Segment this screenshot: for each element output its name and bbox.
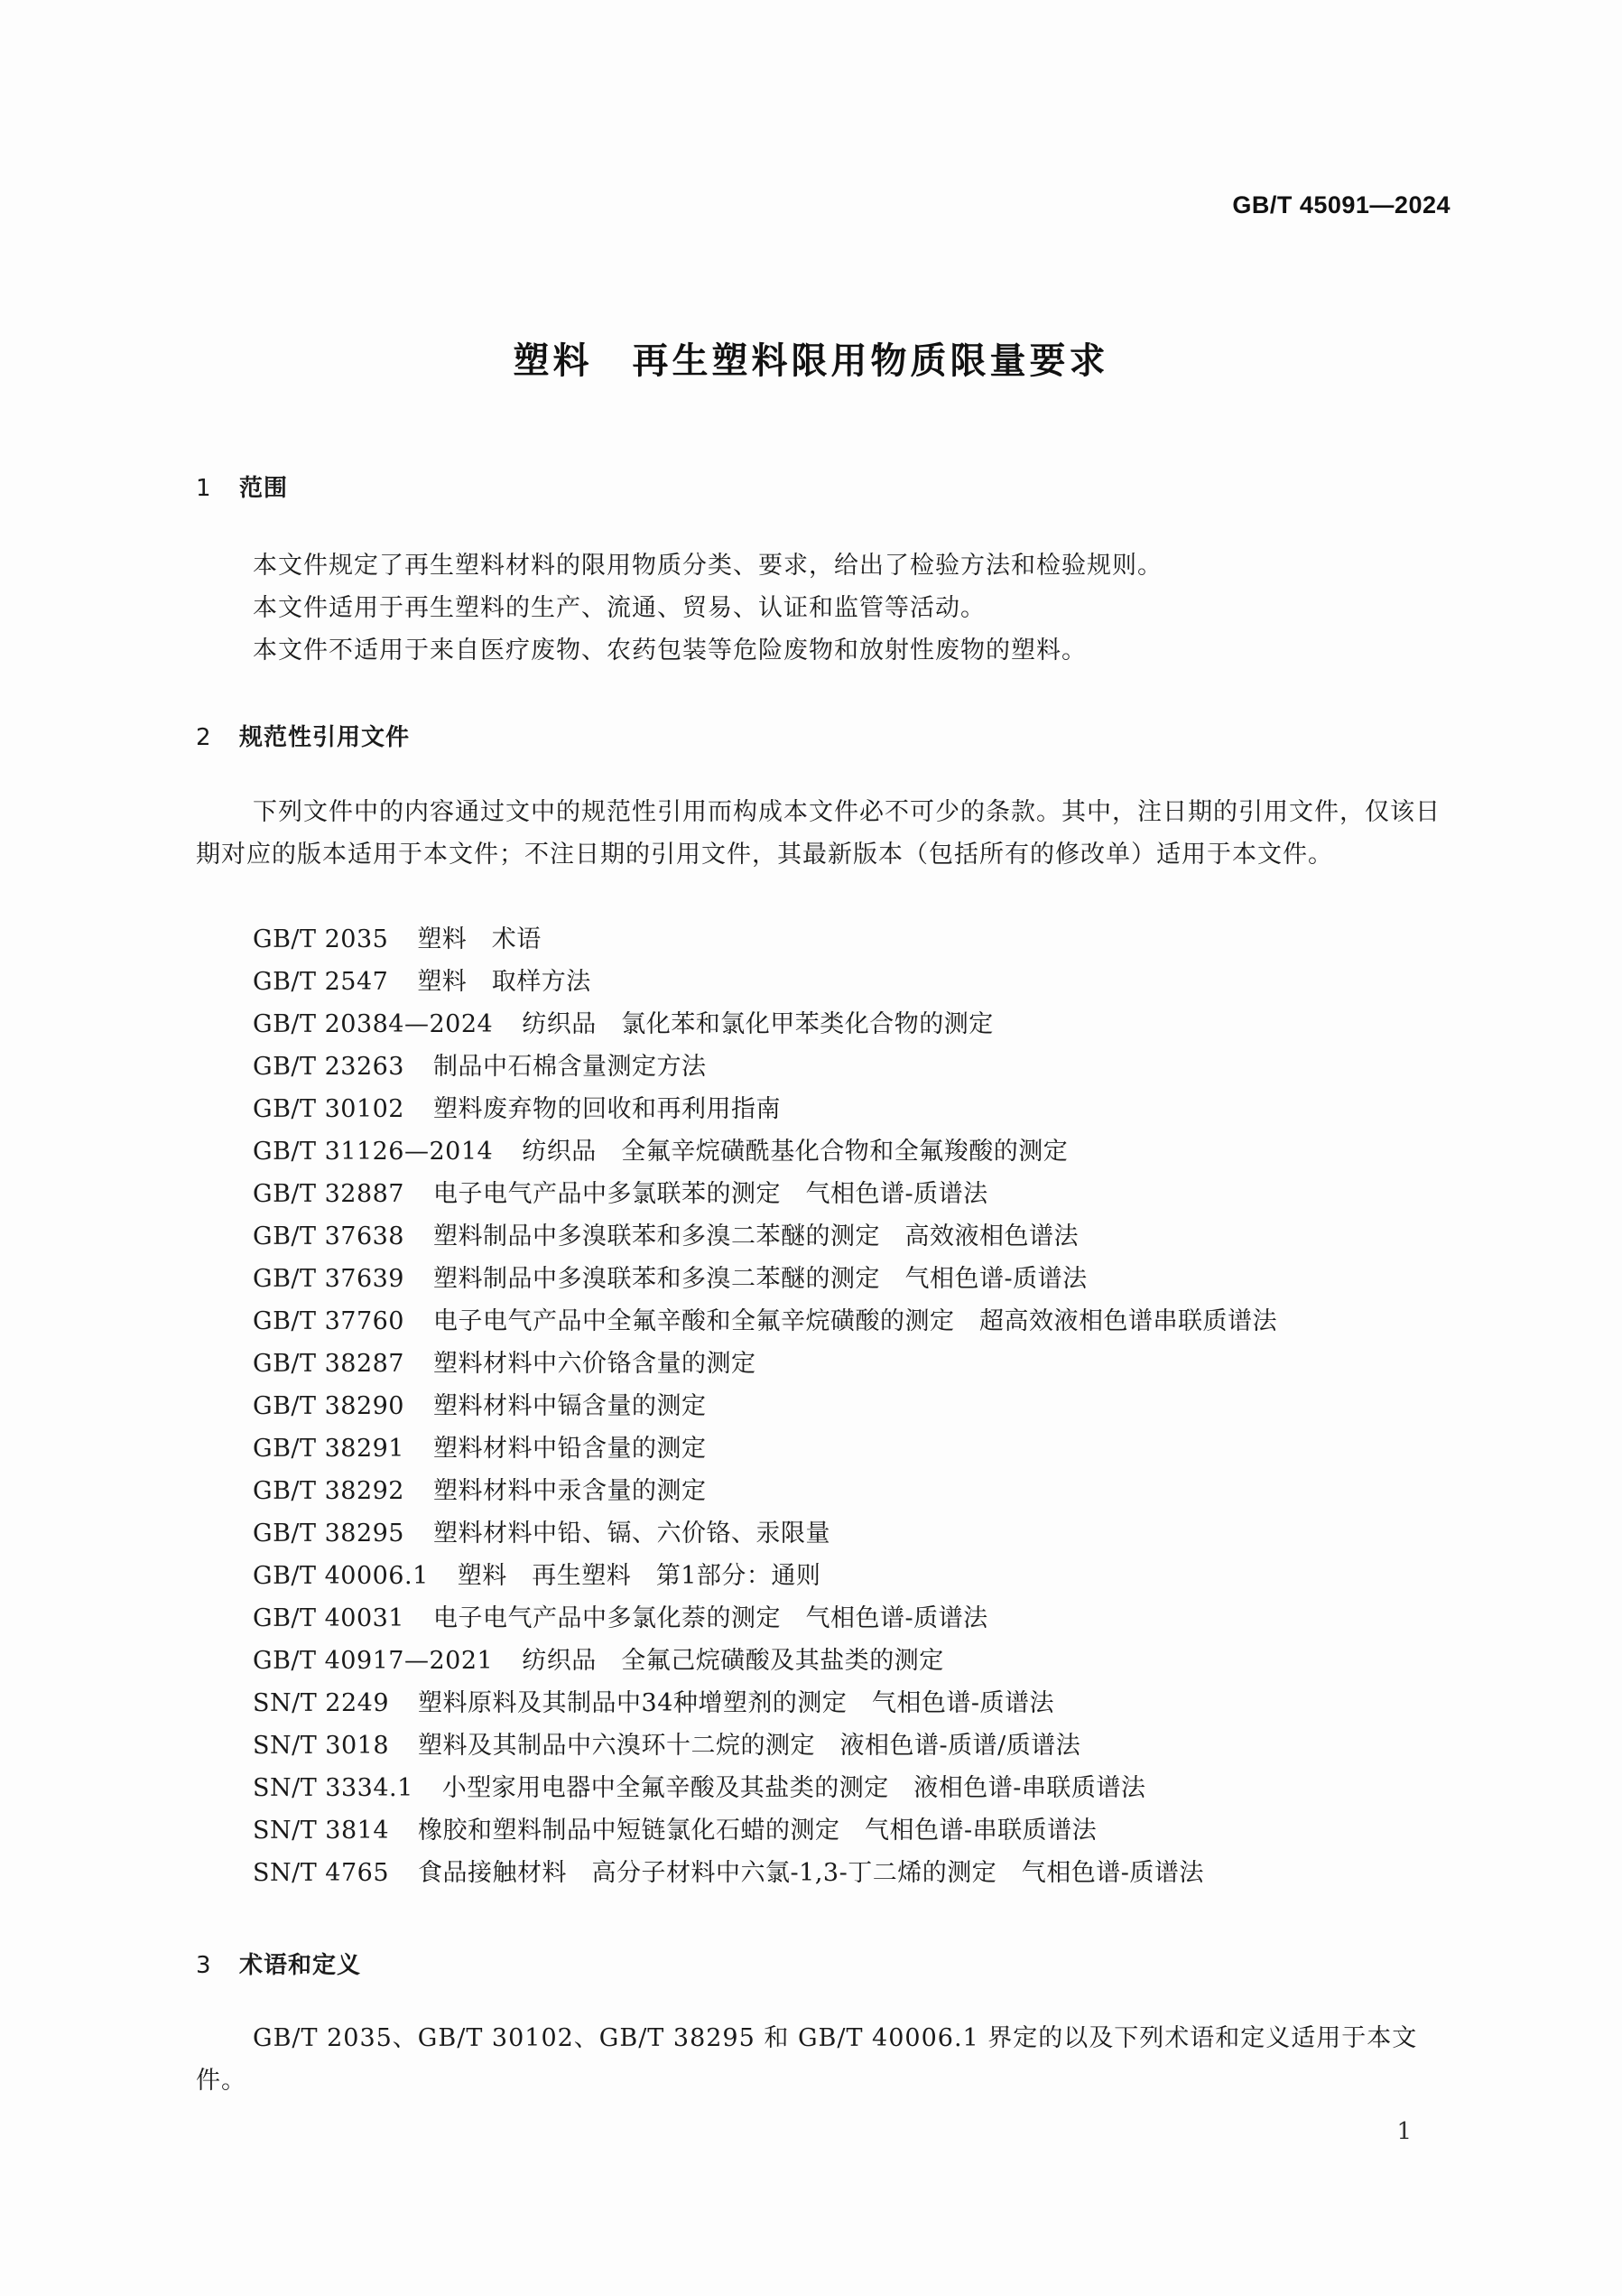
document-title: 塑料 再生塑料限用物质限量要求	[513, 340, 1109, 382]
reference-code: GB/T 37639	[253, 1265, 404, 1293]
reference-code: GB/T 38295	[253, 1520, 404, 1548]
reference-code: GB/T 32887	[253, 1180, 404, 1208]
section-number: 3	[196, 1952, 212, 1979]
reference-code: SN/T 4765	[253, 1859, 390, 1887]
section-3-heading	[196, 1947, 361, 1980]
reference-code: GB/T 37760	[253, 1307, 404, 1335]
reference-title: 纺织品 氯化苯和氯化甲苯类化合物的测定	[522, 1010, 994, 1038]
reference-item	[253, 1130, 1277, 1173]
reference-item	[253, 961, 1277, 1003]
reference-item	[253, 1724, 1277, 1767]
reference-item	[253, 1088, 1277, 1130]
reference-title: 塑料材料中镉含量的测定	[433, 1392, 707, 1420]
reference-code: GB/T 40917—2021	[253, 1647, 494, 1675]
reference-item	[253, 1809, 1277, 1852]
standard-code: GB/T 45091—2024	[1232, 191, 1451, 218]
reference-title: 橡胶和塑料制品中短链氯化石蜡的测定 气相色谱-串联质谱法	[418, 1817, 1098, 1845]
reference-title: 塑料 术语	[417, 925, 542, 953]
reference-code: GB/T 38292	[253, 1477, 404, 1505]
reference-title: 塑料制品中多溴联苯和多溴二苯醚的测定 气相色谱-质谱法	[433, 1265, 1088, 1293]
reference-code: GB/T 38291	[253, 1435, 404, 1463]
reference-title: 制品中石棉含量测定方法	[433, 1053, 707, 1081]
section-title: 范围	[239, 475, 289, 502]
section-title: 术语和定义	[239, 1952, 362, 1979]
reference-item	[253, 1427, 1277, 1470]
scope-paragraph: 本文件不适用于来自医疗废物、农药包装等危险废物和放射性废物的塑料。	[253, 637, 1087, 665]
reference-code: SN/T 3814	[253, 1817, 390, 1845]
reference-title: 纺织品 全氟辛烷磺酰基化合物和全氟羧酸的测定	[522, 1138, 1069, 1166]
reference-item	[253, 1767, 1277, 1809]
section-number: 2	[196, 724, 212, 751]
reference-item	[253, 1003, 1277, 1046]
reference-code: GB/T 2035	[253, 925, 389, 953]
reference-code: SN/T 3018	[253, 1732, 390, 1760]
reference-title: 塑料 取样方法	[417, 968, 591, 996]
reference-title: 电子电气产品中多氯联苯的测定 气相色谱-质谱法	[433, 1180, 988, 1208]
references-intro: 下列文件中的内容通过文中的规范性引用而构成本文件必不可少的条款。其中，注日期的引用文件，仅该日期对应的版本适用于本文件；不注日期的引用文件，其最新版本（包括所有的修改单）适用于本文件。	[196, 798, 1441, 869]
reference-code: GB/T 2547	[253, 968, 389, 996]
terms-intro: GB/T 2035、GB/T 30102、GB/T 38295 和 GB/T 40006.1 界定的以及下列术语和定义适用于本文件。	[196, 2024, 1418, 2095]
reference-item	[253, 1682, 1277, 1724]
reference-code: GB/T 38287	[253, 1350, 404, 1378]
reference-title: 塑料制品中多溴联苯和多溴二苯醚的测定 高效液相色谱法	[433, 1222, 1079, 1250]
reference-item	[253, 1258, 1277, 1300]
page-number: 1	[1396, 2118, 1412, 2145]
reference-item	[253, 1300, 1277, 1343]
reference-item	[253, 1173, 1277, 1215]
reference-title: 纺织品 全氟己烷磺酸及其盐类的测定	[522, 1647, 944, 1675]
reference-title: 塑料 再生塑料 第1部分：通则	[457, 1562, 821, 1590]
reference-code: GB/T 40031	[253, 1604, 404, 1632]
reference-item	[253, 1385, 1277, 1427]
reference-title: 塑料废弃物的回收和再利用指南	[433, 1095, 781, 1123]
reference-item	[253, 1597, 1277, 1640]
section-2-heading	[196, 719, 410, 752]
section-1-heading	[196, 469, 288, 503]
reference-code: GB/T 30102	[253, 1095, 404, 1123]
reference-code: GB/T 23263	[253, 1053, 404, 1081]
reference-list	[253, 918, 1277, 1894]
reference-code: GB/T 31126—2014	[253, 1138, 494, 1166]
reference-title: 塑料材料中铅、镉、六价铬、汞限量	[433, 1520, 830, 1548]
reference-item	[253, 1852, 1277, 1894]
reference-code: GB/T 40006.1	[253, 1562, 429, 1590]
reference-item	[253, 918, 1277, 961]
reference-code: GB/T 38290	[253, 1392, 404, 1420]
reference-item	[253, 1640, 1277, 1682]
reference-title: 塑料材料中六价铬含量的测定	[433, 1350, 756, 1378]
reference-title: 小型家用电器中全氟辛酸及其盐类的测定 液相色谱-串联质谱法	[441, 1774, 1146, 1802]
reference-title: 塑料材料中铅含量的测定	[433, 1435, 707, 1463]
reference-code: GB/T 37638	[253, 1222, 404, 1250]
reference-item	[253, 1470, 1277, 1512]
reference-code: SN/T 3334.1	[253, 1774, 413, 1802]
reference-item	[253, 1512, 1277, 1555]
scope-paragraph: 本文件适用于再生塑料的生产、流通、贸易、认证和监管等活动。	[253, 594, 986, 622]
reference-title: 食品接触材料 高分子材料中六氯-1,3-丁二烯的测定 气相色谱-质谱法	[418, 1859, 1204, 1887]
reference-item	[253, 1046, 1277, 1088]
reference-title: 塑料原料及其制品中34种增塑剂的测定 气相色谱-质谱法	[418, 1689, 1055, 1717]
reference-code: SN/T 2249	[253, 1689, 390, 1717]
reference-item	[253, 1555, 1277, 1597]
reference-code: GB/T 20384—2024	[253, 1010, 494, 1038]
reference-item	[253, 1215, 1277, 1258]
reference-item	[253, 1343, 1277, 1385]
reference-title: 塑料及其制品中六溴环十二烷的测定 液相色谱-质谱/质谱法	[418, 1732, 1081, 1760]
scope-paragraph: 本文件规定了再生塑料材料的限用物质分类、要求，给出了检验方法和检验规则。	[253, 552, 1163, 580]
section-title: 规范性引用文件	[239, 724, 411, 751]
reference-title: 电子电气产品中全氟辛酸和全氟辛烷磺酸的测定 超高效液相色谱串联质谱法	[433, 1307, 1277, 1335]
section-number: 1	[196, 475, 212, 502]
reference-title: 电子电气产品中多氯化萘的测定 气相色谱-质谱法	[433, 1604, 988, 1632]
reference-title: 塑料材料中汞含量的测定	[433, 1477, 707, 1505]
